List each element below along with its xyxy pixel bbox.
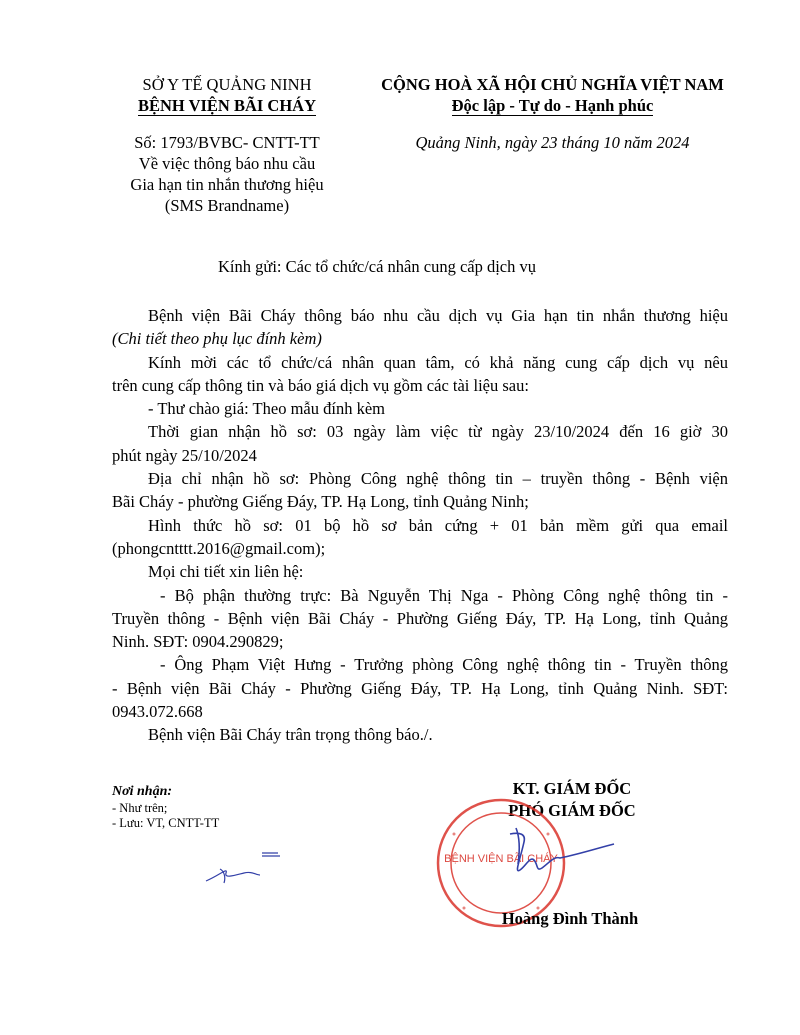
subject-line: (SMS Brandname) xyxy=(164,196,290,215)
signer-name: Hoàng Đình Thành xyxy=(501,909,639,928)
motto: Độc lập - Tự do - Hạnh phúc xyxy=(451,96,654,115)
paragraph-line: Bệnh viện Bãi Cháy trân trọng thông báo./. xyxy=(148,725,433,745)
paragraph-line: Thời gian nhận hồ sơ: 03 ngày làm việc từ ngày 23/10/2024 đến 16 giờ 30 xyxy=(148,422,728,442)
header-left xyxy=(112,74,342,116)
document-number: Số: 1793/BVBC- CNTT-TT xyxy=(134,133,320,152)
nation-title: CỘNG HOÀ XÃ HỘI CHỦ NGHĨA VIỆT NAM xyxy=(381,75,724,94)
stamp-text: BỆNH VIỆN BÃI CHÁY xyxy=(444,853,558,865)
recipients-title: Nơi nhận: xyxy=(112,784,173,799)
recipients-block xyxy=(112,783,219,831)
hospital-name: BỆNH VIỆN BÃI CHÁY xyxy=(137,96,317,115)
signer-role: KT. GIÁM ĐỐC xyxy=(512,779,632,798)
paragraph-line: trên cung cấp thông tin và báo giá dịch vụ gồm các tài liệu sau: xyxy=(112,375,529,395)
paragraph-line: Ninh. SĐT: 0904.290829; xyxy=(112,632,284,652)
recipient-item: - Lưu: VT, CNTT-TT xyxy=(112,816,220,830)
place-date: Quảng Ninh, ngày 23 tháng 10 năm 2024 xyxy=(415,133,690,152)
paragraph-line: - Thư chào giá: Theo mẫu đính kèm xyxy=(148,399,385,419)
header-right xyxy=(370,74,735,116)
paragraph-line: - Bộ phận thường trực: Bà Nguyễn Thị Nga - Phòng Công nghệ thông tin - xyxy=(160,585,728,605)
paragraph-line: 0943.072.668 xyxy=(112,702,203,722)
agency-name: SỞ Y TẾ QUẢNG NINH xyxy=(142,75,312,94)
signer-role: PHÓ GIÁM ĐỐC xyxy=(508,801,636,820)
paragraph-line: Kính mời các tổ chức/cá nhân quan tâm, có khả năng cung cấp dịch vụ nêu xyxy=(148,352,728,372)
initial-mark-icon xyxy=(200,845,290,890)
addressee: Kính gửi: Các tổ chức/cá nhân cung cấp dịch vụ xyxy=(218,257,536,276)
paragraph-line: - Ông Phạm Việt Hưng - Trưởng phòng Công nghệ thông tin - Truyền thông xyxy=(160,655,728,675)
paragraph-line: Bệnh viện Bãi Cháy thông báo nhu cầu dịch vụ Gia hạn tin nhắn thương hiệu xyxy=(148,306,728,325)
paragraph-line: phút ngày 25/10/2024 xyxy=(112,445,257,465)
body-text xyxy=(112,304,728,747)
recipient-item: - Như trên; xyxy=(112,801,168,815)
paragraph-line: Hình thức hồ sơ: 01 bộ hồ sơ bản cứng + 01 bản mềm gửi qua email xyxy=(148,515,728,535)
paragraph-line: Mọi chi tiết xin liên hệ: xyxy=(148,562,304,582)
paragraph-line: Địa chỉ nhận hồ sơ: Phòng Công nghệ thông tin – truyền thông - Bệnh viện xyxy=(148,469,728,489)
paragraph-line: Bãi Cháy - phường Giếng Đáy, TP. Hạ Long, tỉnh Quảng Ninh; xyxy=(112,492,529,512)
signature-scribble-icon xyxy=(490,820,620,890)
paragraph-line: (Chi tiết theo phụ lục đính kèm) xyxy=(112,329,322,349)
paragraph-line: (phongcntttt.2016@gmail.com); xyxy=(112,538,326,558)
subject-line: Về việc thông báo nhu cầu xyxy=(138,154,316,173)
paragraph-line: Truyền thông - Bệnh viện Bãi Cháy - Phường Giếng Đáy, TP. Hạ Long, tỉnh Quảng xyxy=(112,608,728,628)
document-subject xyxy=(112,132,342,216)
subject-line: Gia hạn tin nhắn thương hiệu xyxy=(130,175,324,194)
paragraph-line: - Bệnh viện Bãi Cháy - Phường Giếng Đáy, TP. Hạ Long, tỉnh Quảng Ninh. SĐT: xyxy=(112,678,728,698)
